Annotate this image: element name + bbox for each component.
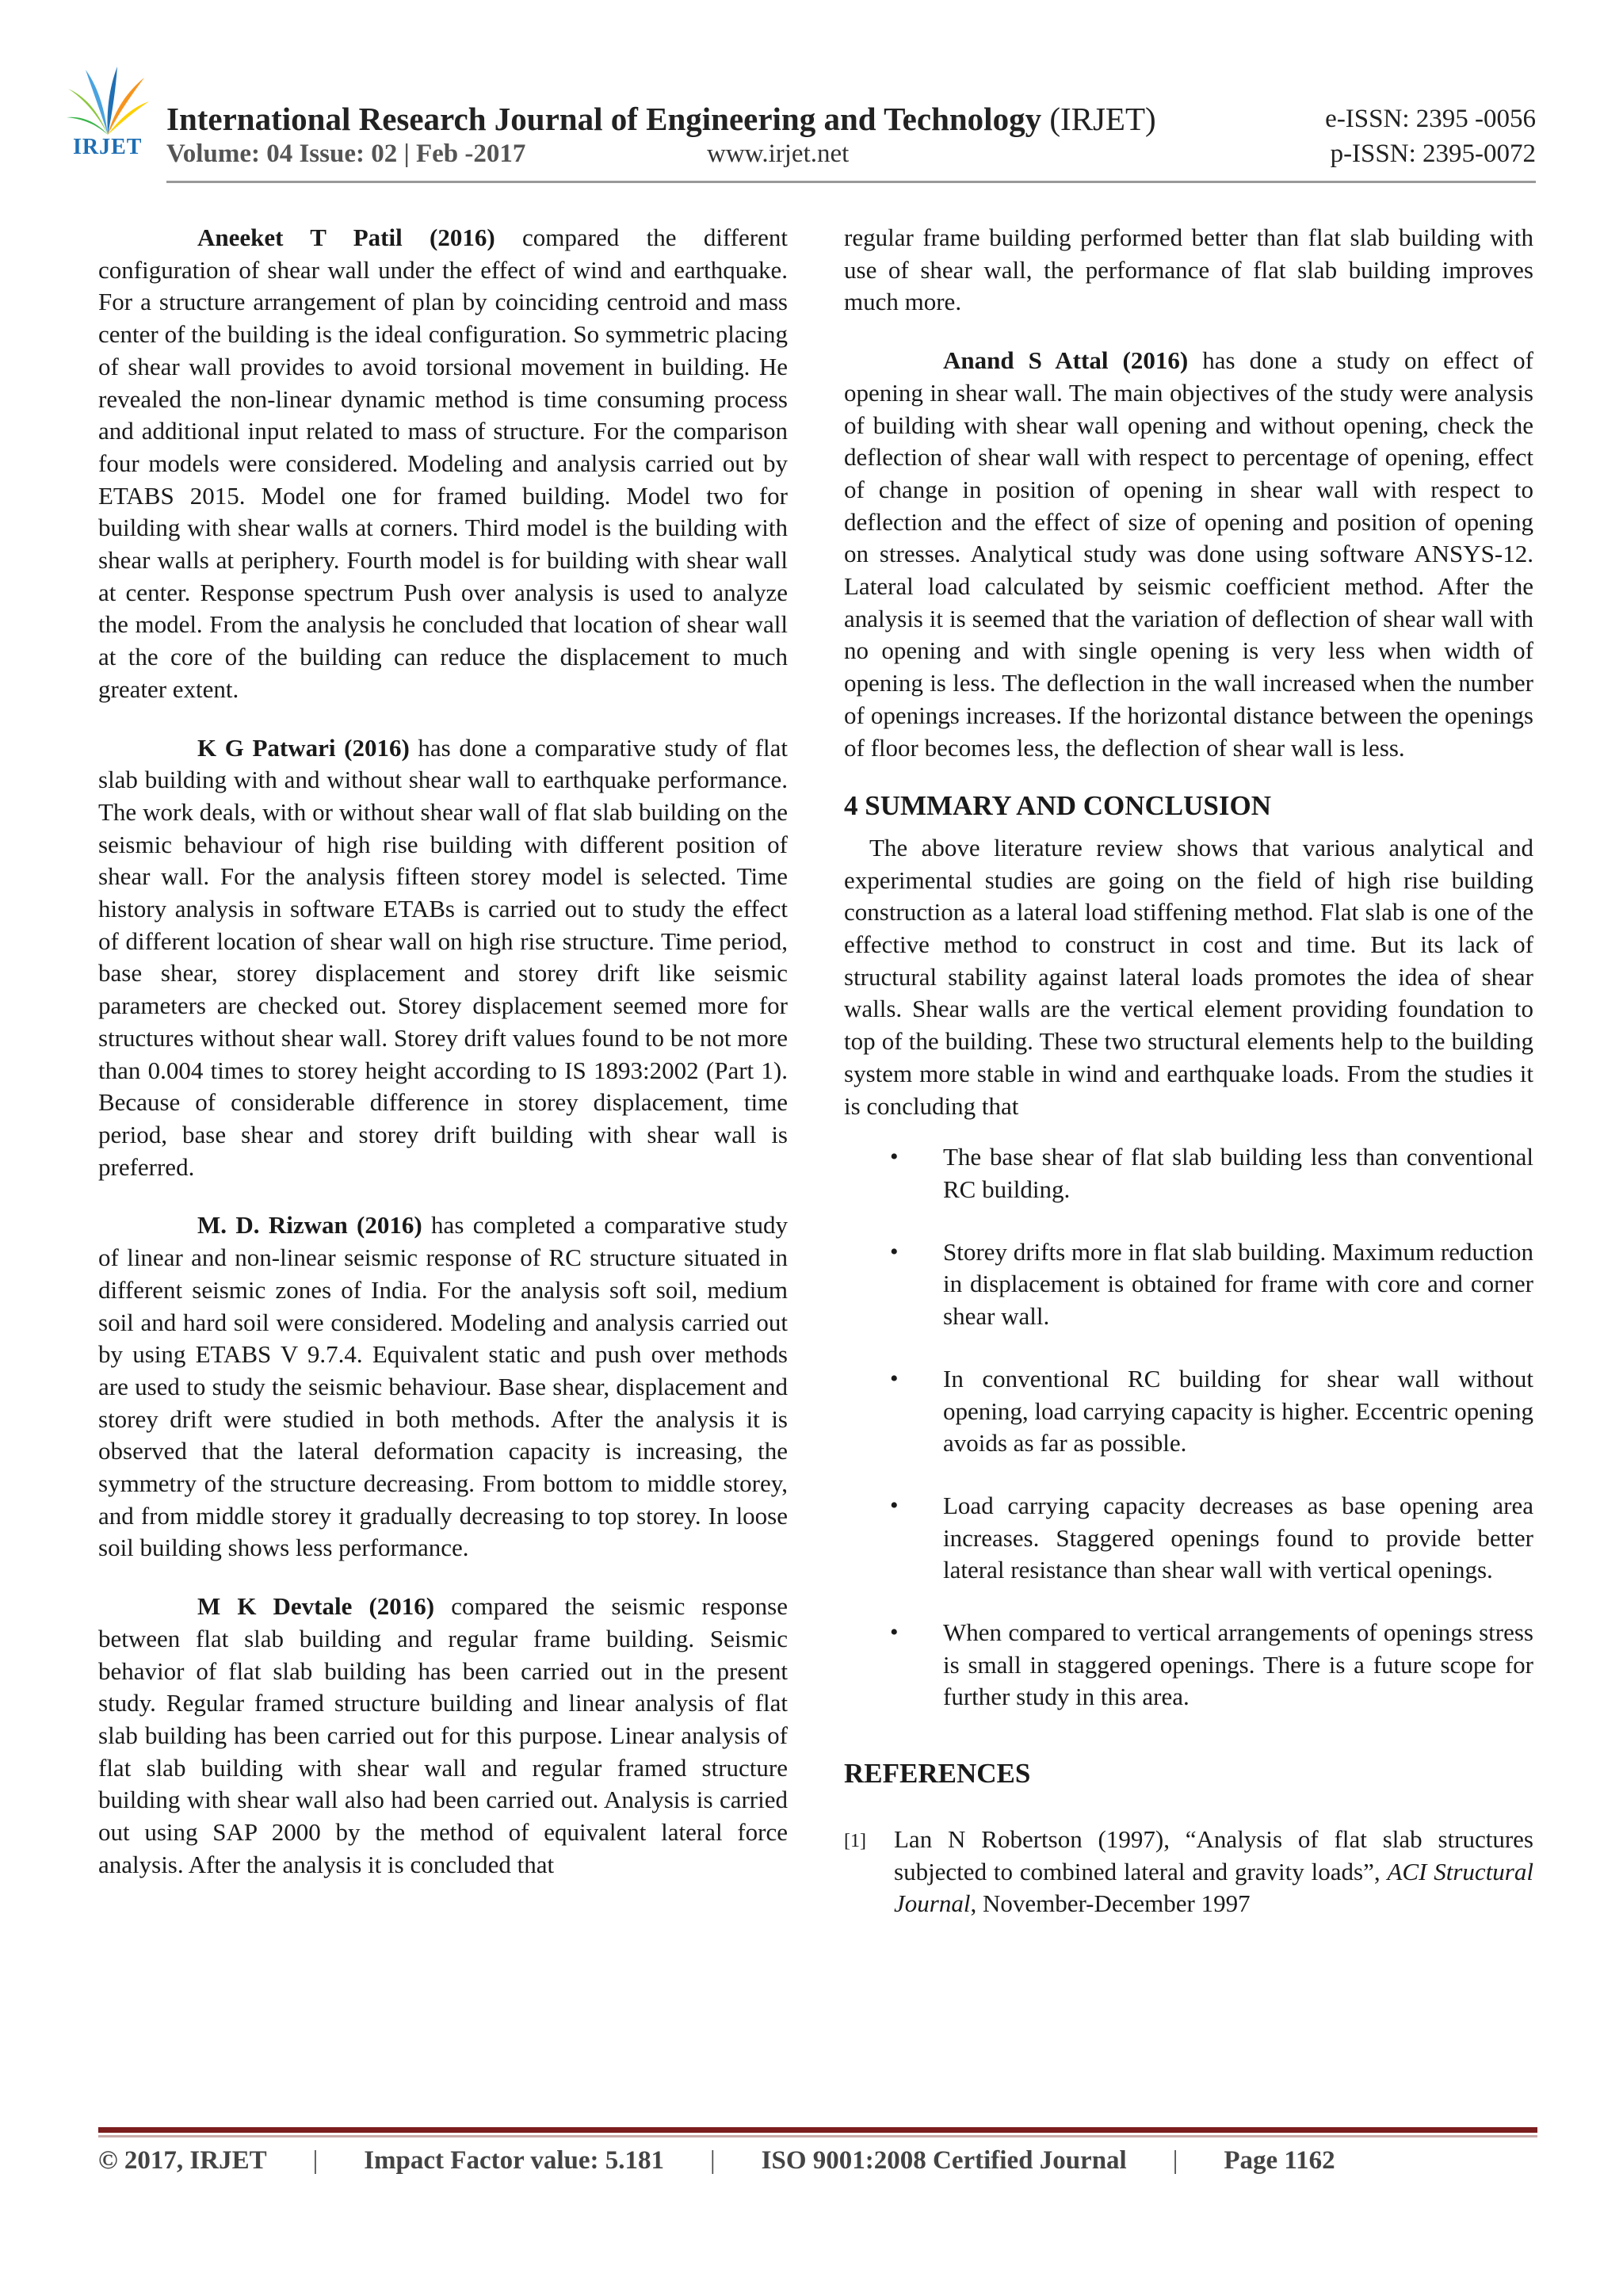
footer-divider <box>98 2127 1537 2133</box>
footer-iso: ISO 9001:2008 Certified Journal <box>761 2146 1127 2175</box>
page-header <box>65 65 1536 184</box>
footer-page-number: Page 1162 <box>1224 2146 1335 2175</box>
footer-impact-factor: Impact Factor value: 5.181 <box>364 2146 665 2175</box>
journal-name: International Research Journal of Engineering and Technology <box>166 101 1042 137</box>
bullet-icon: • <box>890 1365 899 1392</box>
list-item-text: Storey drifts more in flat slab building. Maximum reduction in displacement is obtained for frame with core and corner shear wall. <box>943 1237 1533 1331</box>
reference-journal: ACI Structural Journal <box>894 1857 1533 1918</box>
list-item-text: When compared to vertical arrangements of openings stress is small in staggered openings. There is a future scope for further study in this area. <box>943 1618 1533 1711</box>
author-name: Anand S Attal (2016) <box>943 346 1189 375</box>
footer-separator: | <box>1172 2146 1178 2175</box>
paragraph-devtale <box>98 1591 788 1881</box>
bullet-icon: • <box>890 1492 899 1519</box>
website-link[interactable]: www.irjet.net <box>707 139 850 168</box>
list-item-text: Load carrying capacity decreases as base opening area increases. Staggered openings found to provide better lateral resistance than shear wall with vertical openings. <box>943 1491 1533 1584</box>
irjet-logo <box>65 65 151 168</box>
bullet-icon: • <box>890 1619 899 1646</box>
paragraph-continued: regular frame building performed better than flat slab building with use of shear wall, the performance of flat slab building improves much more. <box>844 223 1533 316</box>
right-column <box>844 222 1533 1920</box>
paragraph-text: has done a comparative study of flat slab building with and without shear wall to earthquake performance. The work deals, with or without shear wall of flat slab building on the seismic behaviour of high rise building with different position of shear wall. For the analysis fifteen storey model is selected. Time history analysis in software ETABs is carried out to study the effect of different location of shear wall on high rise structure. Time period, base shear, storey displacement and storey drift like seismic parameters are checked out. Storey displacement seemed more for structures without shear wall. Storey drift values found to be not more than 0.004 times to storey height according to IS 1893:2002 (Part 1). Because of considerable difference in storey displacement, time period, base shear and storey drift building with shear wall is preferred. <box>98 733 788 1181</box>
footer-separator: | <box>312 2146 319 2175</box>
paragraph-text: compared the seismic response between flat slab building and regular frame building. Seismic behavior of flat slab building has been carried out in the present study. Regular framed structure building and linear analysis of flat slab building has been carried out for this purpose. Linear analysis of flat slab building with shear wall and regular framed structure building with shear wall also had been carried out. Analysis is carried out using SAP 2000 by the method of equivalent lateral force analysis. After the analysis it is concluded that <box>98 1592 788 1878</box>
list-item-text: The base shear of flat slab building less than conventional RC building. <box>943 1143 1533 1203</box>
paragraph-text: has completed a comparative study of linear and non-linear seismic response of RC structure situated in different seismic zones of India. For the analysis soft soil, medium soil and hard soil were considered. Modeling and analysis carried out by using ETABS V 9.7.4. Equivalent static and push over methods are used to study the seismic behaviour. Base shear, displacement and storey drift were studied in both methods. After the analysis it is observed that the lateral deformation capacity is increasing, the symmetry of the structure decreasing. From bottom to middle storey, and from middle storey it gradually decreasing to top storey. In loose soil building shows less performance. <box>98 1211 789 1562</box>
paragraph-text: compared the different configuration of shear wall under the effect of wind and earthquake. For a structure arrangement of plan by coinciding centroid and mass center of the building is the ideal configuration. So symmetric placing of shear wall provides to avoid torsional movement in building. He revealed the non-linear dynamic method is time consuming process and additional input related to mass of structure. For the comparison four models were considered. Modeling and analysis carried out by ETABS 2015. Model one for framed building. Model two for building with shear walls at corners. Third model is the building with shear walls at periphery. Fourth model is for building with shear wall at center. Response spectrum Push over analysis is used to analyze the model. From the analysis he concluded that location of shear wall at the core of the building can reduce the displacement to much greater extent. <box>98 223 788 703</box>
list-item <box>844 1141 1533 1205</box>
reference-item <box>844 1824 1533 1920</box>
paragraph-rizwan <box>98 1209 788 1564</box>
list-item-text: In conventional RC building for shear wall without opening, load carrying capacity is higher. Eccentric opening avoids as far as possible. <box>943 1364 1533 1457</box>
paragraph-attal <box>844 345 1533 764</box>
list-item <box>844 1363 1533 1460</box>
footer-separator: | <box>710 2146 716 2175</box>
paragraph-text: has done a study on effect of opening in shear wall. The main objectives of the study were analysis of building with shear wall opening and without opening, check the deflection of shear wall with respect to percentage of opening, effect of change in position of opening in shear wall with respect to deflection and the effect of size of opening and position of opening on stresses. Analytical study was done using software ANSYS-12. Lateral load calculated by seismic coefficient method. After the analysis it is seemed that the variation of deflection of shear wall with no opening and with single opening is very less when width of opening is less. The deflection in the wall increased when the number of openings increases. If the horizontal distance between the openings of floor becomes less, the deflection of shear wall is less. <box>844 346 1533 762</box>
page-footer <box>98 2146 1335 2176</box>
e-issn: e-ISSN: 2395 -0056 <box>1325 105 1536 133</box>
footer-copyright: © 2017, IRJET <box>98 2146 267 2175</box>
list-item <box>844 1236 1533 1333</box>
footer-divider-thin <box>98 2135 1537 2137</box>
references-heading: REFERENCES <box>844 1758 1031 1790</box>
list-item <box>844 1617 1533 1713</box>
issue-info: Volume: 04 Issue: 02 | Feb -2017 <box>166 139 526 168</box>
author-name: K G Patwari (2016) <box>197 733 410 762</box>
conclusion-list <box>844 1141 1533 1713</box>
reference-tail: , November-December 1997 <box>970 1889 1251 1918</box>
reference-text: Lan N Robertson (1997), “Analysis of flat slab structures subjected to combined lateral and gravity loads”, <box>894 1824 1533 1885</box>
bullet-icon: • <box>890 1238 899 1265</box>
author-name: M K Devtale (2016) <box>197 1592 435 1621</box>
summary-paragraph: The above literature review shows that various analytical and experimental studies are going on the field of high rise building construction as a lateral load stiffening method. Flat slab is one of the effective method to construct in cost and time. But its lack of structural stability against lateral loads promotes the idea of shear walls. Shear walls are the vertical element providing foundation to top of the building. These two structural elements help to the building system more stable in wind and earthquake loads. From the studies it is concluding that <box>844 833 1533 1120</box>
journal-abbr: (IRJET) <box>1049 101 1156 137</box>
p-issn: p-ISSN: 2395-0072 <box>1330 139 1536 168</box>
author-name: M. D. Rizwan (2016) <box>197 1211 422 1240</box>
leaf-logo-icon <box>65 65 151 138</box>
reference-number: [1] <box>844 1830 866 1851</box>
bullet-icon: • <box>890 1144 899 1171</box>
header-divider <box>166 181 1536 183</box>
left-column <box>98 222 788 1907</box>
author-name: Aneeket T Patil (2016) <box>197 223 495 251</box>
section-heading-summary: 4 SUMMARY AND CONCLUSION <box>844 790 1272 822</box>
logo-text: IRJET <box>73 135 143 159</box>
paragraph-patil <box>98 222 788 706</box>
journal-title <box>166 100 1156 138</box>
paragraph-patwari <box>98 732 788 1184</box>
list-item <box>844 1490 1533 1587</box>
